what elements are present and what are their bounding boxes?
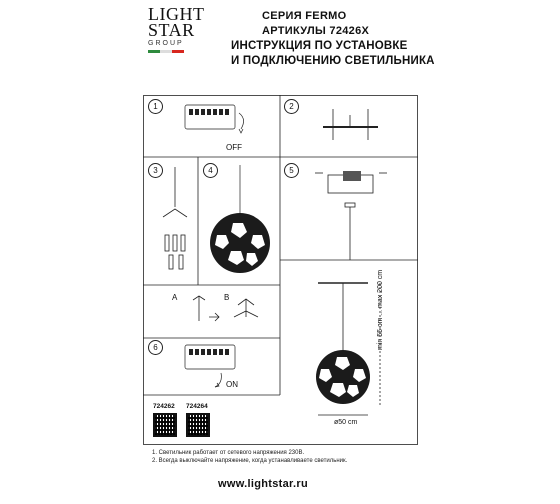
note-2: 2. Всегда выключайте напряжение, когда устанавливаете светильник. <box>152 458 348 464</box>
step-5-marker: 5 <box>284 163 299 178</box>
on-label: ON <box>226 380 238 389</box>
step-2-marker: 2 <box>284 99 299 114</box>
step-1-marker: 1 <box>148 99 163 114</box>
instruction-title-line-2: И ПОДКЛЮЧЕНИЮ СВЕТИЛЬНИКА <box>231 55 435 67</box>
article-code-2: 724264 <box>186 403 208 410</box>
logo-line-3: GROUP <box>148 40 184 47</box>
italian-flag-icon <box>148 50 184 53</box>
qr-code-icon <box>186 413 210 437</box>
instruction-title-line-1: ИНСТРУКЦИЯ ПО УСТАНОВКЕ <box>231 40 408 52</box>
website-link[interactable]: www.lightstar.ru <box>218 478 308 490</box>
brand-logo <box>148 6 204 68</box>
step3-canopy-parts <box>163 167 187 269</box>
qr-code-icon <box>153 413 177 437</box>
logo-line-1: LIGHT <box>148 4 205 24</box>
logo-line-2: STAR <box>148 20 195 40</box>
series-label: СЕРИЯ FERMO <box>262 10 347 22</box>
article-code-1: 724262 <box>153 403 175 410</box>
label-a: A <box>172 293 178 302</box>
step-6-marker: 6 <box>148 340 163 355</box>
step1-breaker <box>185 105 244 133</box>
articles-label: АРТИКУЛЫ 72426X <box>262 25 370 37</box>
step5-ceiling-mount <box>315 171 387 260</box>
step-4-marker: 4 <box>203 163 218 178</box>
height-dimension: min 55 cm ... max 200 cm <box>377 269 384 350</box>
off-label: OFF <box>226 143 242 152</box>
note-1: 1. Светильник работает от сетевого напряжения 230В. <box>152 450 305 456</box>
diameter-dimension: ø50 cm <box>334 419 358 426</box>
step-3-marker: 3 <box>148 163 163 178</box>
step4-ball-assembly <box>210 165 270 273</box>
step2-mounting-bracket <box>323 109 378 140</box>
label-b: B <box>224 293 230 302</box>
product-ball <box>316 350 370 404</box>
